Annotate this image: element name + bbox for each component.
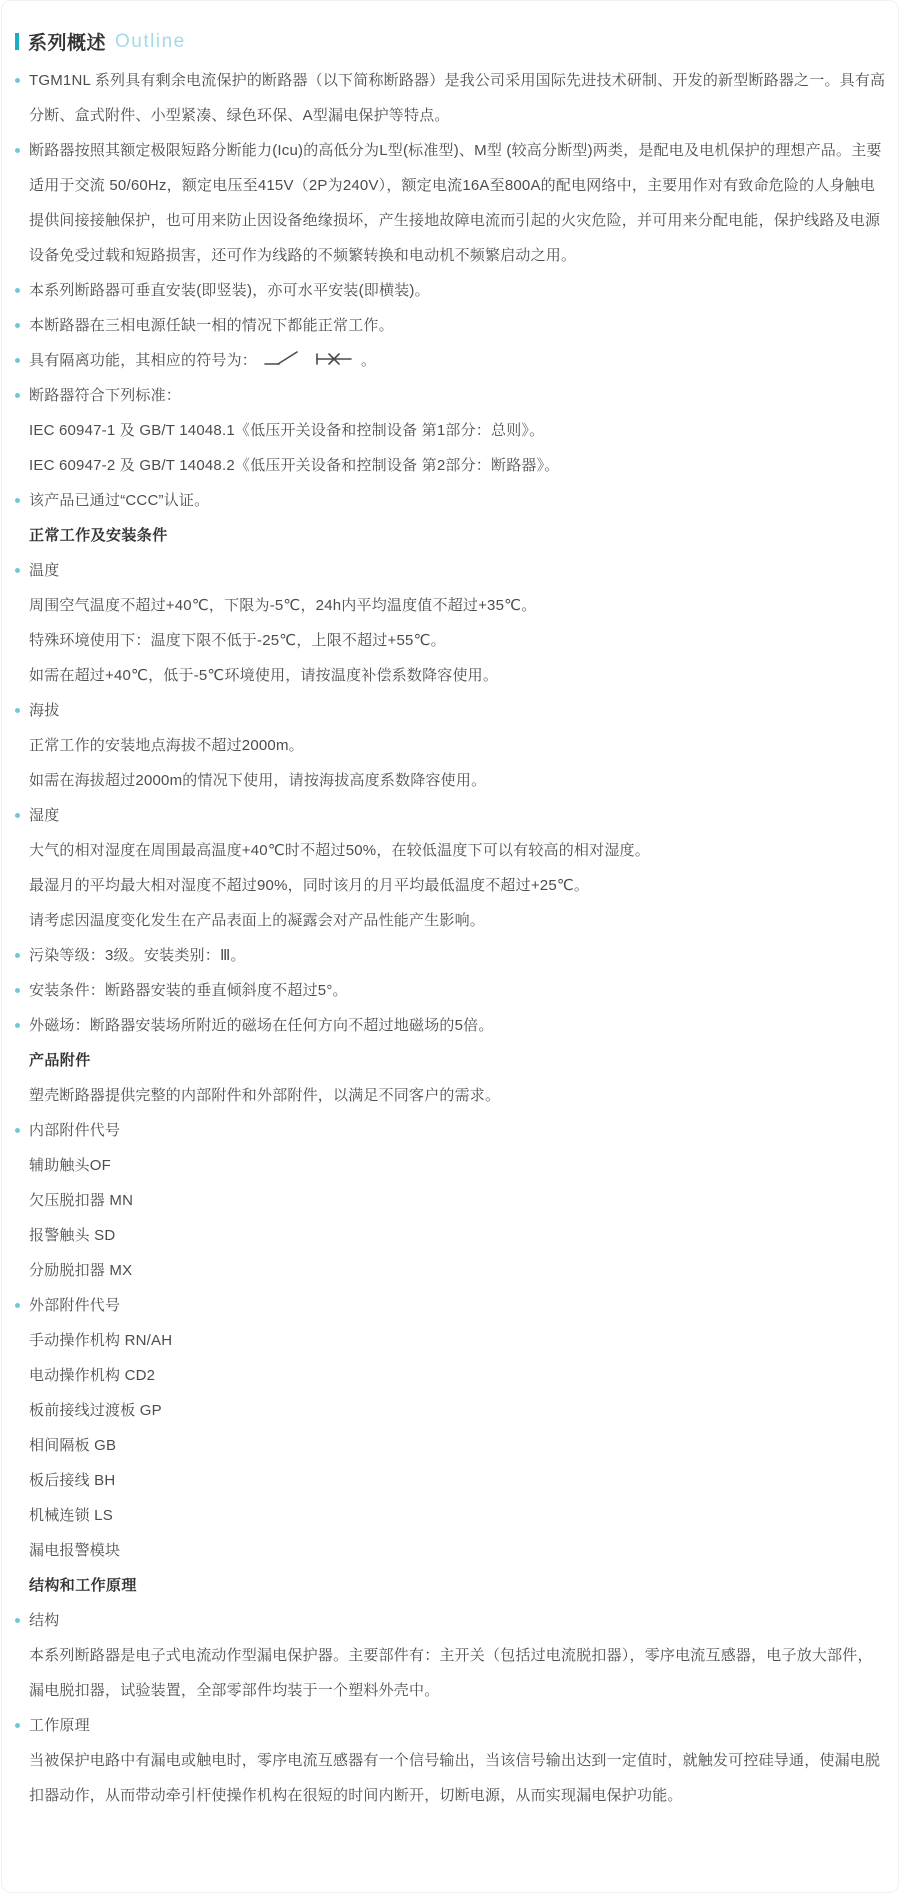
paragraph-text: 板后接线 BH bbox=[29, 1472, 116, 1489]
disconnect-switch-symbol-icon bbox=[264, 349, 300, 369]
paragraph-text: 辅助触头OF bbox=[29, 1157, 112, 1174]
bullet-dot-icon bbox=[15, 358, 20, 363]
bullet-item-text: 本系列断路器可垂直安装(即竖装)，亦可水平安装(即横装)。 bbox=[29, 282, 430, 299]
paragraph-text: 机械连锁 LS bbox=[29, 1507, 113, 1524]
bullet-item-text: 安装条件：断路器安装的垂直倾斜度不超过5°。 bbox=[29, 982, 348, 999]
bullet-dot-icon bbox=[15, 393, 20, 398]
bullet-item bbox=[15, 343, 886, 378]
bullet-item bbox=[15, 1288, 886, 1323]
paragraph-text: 大气的相对湿度在周围最高温度+40℃时不超过50%，在较低温度下可以有较高的相对湿度。 bbox=[29, 842, 650, 859]
paragraph-text: 欠压脱扣器 MN bbox=[29, 1192, 134, 1209]
bullet-dot-icon bbox=[15, 953, 20, 958]
bullet-dot-icon bbox=[15, 1023, 20, 1028]
bullet-item bbox=[15, 1708, 886, 1743]
bullet-dot-icon bbox=[15, 1618, 20, 1623]
bullet-item bbox=[15, 1113, 886, 1148]
bullet-dot-icon bbox=[15, 498, 20, 503]
sub-section-heading: 产品附件 bbox=[29, 1052, 91, 1069]
paragraph-text: 请考虑因温度变化发生在产品表面上的凝露会对产品性能产生影响。 bbox=[29, 912, 486, 929]
paragraph-text: 本系列断路器是电子式电流动作型漏电保护器。主要部件有：主开关（包括过电流脱扣器），零序电流互感器，电子放大部件，漏电脱扣器，试验装置，全部零部件均装于一个塑料外壳中。 bbox=[29, 1647, 873, 1699]
paragraph-text: 特殊环境使用下：温度下限不低于-25℃，上限不超过+55℃。 bbox=[29, 632, 446, 649]
paragraph-text: 板前接线过渡板 GP bbox=[29, 1402, 162, 1419]
paragraph-text: 正常工作的安装地点海拔不超过2000m。 bbox=[29, 737, 304, 754]
bullet-dot-icon bbox=[15, 1723, 20, 1728]
bullet-item-text: 外磁场：断路器安装场所附近的磁场在任何方向不超过地磁场的5倍。 bbox=[29, 1017, 494, 1034]
bullet-item-text: 本断路器在三相电源任缺一相的情况下都能正常工作。 bbox=[29, 317, 394, 334]
paragraph-text: 最湿月的平均最大相对湿度不超过90%，同时该月的月平均最低温度不超过+25℃。 bbox=[29, 877, 590, 894]
bullet-dot-icon bbox=[15, 813, 20, 818]
bullet-item bbox=[15, 973, 886, 1008]
document-page bbox=[1, 0, 899, 1893]
bullet-dot-icon bbox=[15, 78, 20, 83]
bullet-dot-icon bbox=[15, 148, 20, 153]
section-title-en: Outline bbox=[115, 30, 186, 52]
bullet-dot-icon bbox=[15, 708, 20, 713]
bullet-item-text: 湿度 bbox=[29, 807, 60, 824]
bullet-item-text: 温度 bbox=[29, 562, 60, 579]
bullet-dot-icon bbox=[15, 988, 20, 993]
bullet-dot-icon bbox=[15, 323, 20, 328]
paragraph-text: 报警触头 SD bbox=[29, 1227, 116, 1244]
bullet-item-text: TGM1NL 系列具有剩余电流保护的断路器（以下简称断路器）是我公司采用国际先进技术研制、开发的新型断路器之一。具有高分断、盒式附件、小型紧凑、绿色环保、A型漏电保护等特点。 bbox=[29, 72, 886, 124]
paragraph-text: 如需在超过+40℃，低于-5℃环境使用，请按温度补偿系数降容使用。 bbox=[29, 667, 499, 684]
paragraph-text: IEC 60947-2 及 GB/T 14048.2《低压开关设备和控制设备 第2部分：断路器》。 bbox=[29, 457, 560, 474]
section-title-cn: 系列概述 bbox=[28, 33, 107, 54]
paragraph-text: IEC 60947-1 及 GB/T 14048.1《低压开关设备和控制设备 第1部分：总则》。 bbox=[29, 422, 545, 439]
paragraph-text: 当被保护电路中有漏电或触电时，零序电流互感器有一个信号输出，当该信号输出达到一定值时，就触发可控硅导通，使漏电脱扣器动作，从而带动牵引杆使操作机构在很短的时间内断开，切断电源，从而实现漏电保护功能。 bbox=[29, 1752, 881, 1804]
bullet-item bbox=[15, 693, 886, 728]
bullet-item-text: 断路器符合下列标准： bbox=[29, 387, 182, 404]
section-title bbox=[15, 28, 886, 55]
document-content bbox=[15, 63, 886, 1813]
paragraph-text: 如需在海拔超过2000m的情况下使用，请按海拔高度系数降容使用。 bbox=[29, 772, 487, 789]
bullet-item bbox=[15, 553, 886, 588]
bullet-item bbox=[15, 1603, 886, 1638]
bullet-dot-icon bbox=[15, 568, 20, 573]
bullet-item bbox=[15, 483, 886, 518]
paragraph-text: 塑壳断路器提供完整的内部附件和外部附件，以满足不同客户的需求。 bbox=[29, 1087, 501, 1104]
bullet-item bbox=[15, 378, 886, 413]
bullet-dot-icon bbox=[15, 1128, 20, 1133]
paragraph-text: 相间隔板 GB bbox=[29, 1437, 117, 1454]
bullet-item bbox=[15, 273, 886, 308]
bullet-item-text: 污染等级：3级。安装类别：Ⅲ。 bbox=[29, 947, 246, 964]
bullet-item-text: 具有隔离功能，其相应的符号为： 。 bbox=[29, 352, 376, 369]
paragraph-text: 周围空气温度不超过+40℃，下限为-5℃，24h内平均温度值不超过+35℃。 bbox=[29, 597, 537, 614]
bullet-item-text: 该产品已通过“CCC”认证。 bbox=[29, 492, 210, 509]
bullet-dot-icon bbox=[15, 1303, 20, 1308]
bullet-item-text: 海拔 bbox=[29, 702, 60, 719]
bullet-dot-icon bbox=[15, 288, 20, 293]
bullet-item bbox=[15, 1008, 886, 1043]
bullet-item-text: 断路器按照其额定极限短路分断能力(Icu)的高低分为L型(标准型)、M型 (较高分断型)两类，是配电及电机保护的理想产品。主要适用于交流 50/60Hz，额定电压至415V（2P为240V），额定电流16A至800A的配电网络中，主要用作对有致命危险的人身触电提供间接接触保护，也可用来防止因设备绝缘损坏，产生接地故障电流而引起的火灾危险，并可用来分配电能，保护线路及电源设备免受过载和短路损害，还可作为线路的不频繁转换和电动机不频繁启动之用。 bbox=[29, 142, 882, 264]
bullet-item bbox=[15, 63, 886, 133]
bullet-item-text: 工作原理 bbox=[29, 1717, 90, 1734]
title-accent-bar-icon bbox=[15, 33, 19, 50]
bullet-item-text: 外部附件代号 bbox=[29, 1297, 121, 1314]
bullet-item bbox=[15, 798, 886, 833]
paragraph-text: 分励脱扣器 MX bbox=[29, 1262, 133, 1279]
bullet-item-text: 内部附件代号 bbox=[29, 1122, 121, 1139]
sub-section-heading: 结构和工作原理 bbox=[29, 1577, 137, 1594]
bullet-item bbox=[15, 133, 886, 273]
paragraph-text: 漏电报警模块 bbox=[29, 1542, 121, 1559]
paragraph-text: 电动操作机构 CD2 bbox=[29, 1367, 156, 1384]
paragraph-text: 手动操作机构 RN/AH bbox=[29, 1332, 173, 1349]
bullet-item bbox=[15, 938, 886, 973]
bullet-item-text: 结构 bbox=[29, 1612, 60, 1629]
sub-section-heading: 正常工作及安装条件 bbox=[29, 527, 168, 544]
bullet-item bbox=[15, 308, 886, 343]
isolation-contact-symbol-icon bbox=[314, 349, 354, 369]
